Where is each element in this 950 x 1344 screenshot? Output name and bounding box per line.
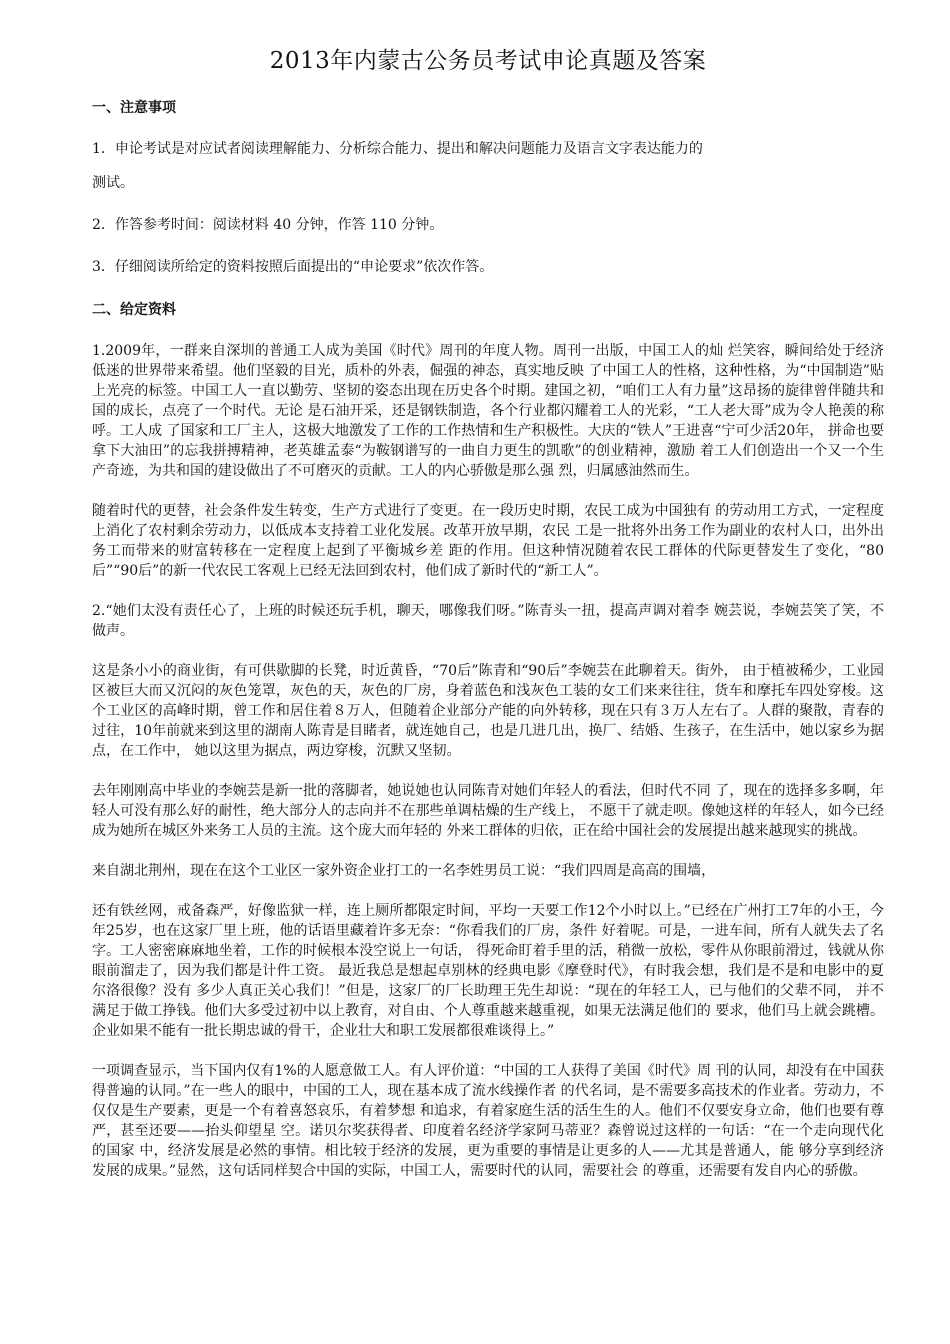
note-item-2: 2．作答参考时间：阅读材料 40 分钟，作答 110 分钟。 [92, 217, 444, 233]
section-heading-materials: 二、给定资料 [92, 302, 176, 318]
note-item-1: 1．申论考试是对应试者阅读理解能力、分析综合能力、提出和解决问题能力及语言文字表达能力的 [92, 141, 703, 157]
material-paragraph-7: 还有铁丝网，戒备森严，好像监狱一样，连上厕所都限定时间，平均一天要工作12个小时以上。”已经在广州打工7年的小王，今年25岁，也在这家厂里上班，他的话语里藏着许多无奈：“你看我们的厂房，条件 好着呢。可是，一进车间，所有人就失去了名字。工人密密麻麻地坐着，工作的时候根本没空说上一句话， 得死命盯着手里的活，稍微一放松，零件从你眼前滑过，钱就从你眼前溜走了，因为我们都是计件工资。 最近我总是想起卓别林的经典电影《摩登时代》，有时我会想，我们是不是和电影中的夏尔洛很像？没有 多少人真正关心我们！”但是，这家厂的厂长助理王先生却说：“现在的年轻工人，已与他们的父辈不同， 并不满足于做工挣钱。他们大多受过初中以上教育，对自由、个人尊重越来越重视，如果无法满足他们的 要求，他们马上就会跳槽。企业如果不能有一批长期忠诚的骨干，企业壮大和职工发展都很难谈得上。” [92, 903, 884, 1039]
section-heading-notes: 一、注意事项 [92, 100, 176, 116]
material-paragraph-1: 1.2009年，一群来自深圳的普通工人成为美国《时代》周刊的年度人物。周刊一出版，中国工人的灿 烂笑容，瞬间给处于经济低迷的世界带来希望。他们坚毅的目光，质朴的外表，倔强的神态，真实地反映 了中国工人的性格，这种性格，为“中国制造”贴上光亮的标签。中国工人一直以勤劳、坚韧的姿态出现在历史各个时期。建国之初，“咱们工人有力量”这昂扬的旋律曾伴随共和国的成长，点亮了一个时代。无论 是石油开采，还是钢铁制造，各个行业都闪耀着工人的光彩，“工人老大哥”成为令人艳羡的称呼。工人成 了国家和工厂主人，这极大地激发了工作的工作热情和生产积极性。大庆的“铁人”王进喜“宁可少活20年， 拼命也要拿下大油田”的忘我拼搏精神，老英雄孟泰“为鞍钢谱写的一曲自力更生的凯歌”的创业精神，激励 着工人们创造出一个又一个生产奇迹，为共和国的建设做出了不可磨灭的贡献。工人的内心骄傲是那么强 烈，归属感油然而生。 [92, 343, 884, 479]
note-item-1-continued: 测试。 [92, 175, 134, 191]
material-paragraph-8: 一项调查显示，当下国内仅有1%的人愿意做工人。有人评价道：“中国的工人获得了美国《时代》周 刊的认同，却没有在中国获得普遍的认同。”在一些人的眼中，中国的工人，现在基本成了流水线操作者 的代名词，是不需要多高技术的作业者。劳动力，不仅仅是生产要素，更是一个有着喜怒哀乐，有着梦想 和追求，有着家庭生活的活生生的人。他们不仅要安身立命，他们也要有尊严，甚至还要——抬头仰望星 空。诺贝尔奖获得者、印度着名经济学家阿马蒂亚？森曾说过这样的一句话：“在一个走向现代化的国家 中，经济发展是必然的事情。相比较于经济的发展，更为重要的事情是让更多的人——尤其是普通人，能 够分享到经济发展的成果。”显然，这句话同样契合中国的实际，中国工人，需要时代的认同，需要社会 的尊重，还需要有发自内心的骄傲。 [92, 1063, 884, 1179]
material-paragraph-2: 随着时代的更替，社会条件发生转变，生产方式进行了变更。在一段历史时期，农民工成为中国独有 的劳动用工方式，一定程度上消化了农村剩余劳动力，以低成本支持着工业化发展。改革开放早期，农民 工是一批将外出务工作为副业的农村人口，出外出务工而带来的财富转移在一定程度上起到了平衡城乡差 距的作用。但这种情况随着农民工群体的代际更替发生了变化，“80后”“90后”的新一代农民工客观上已经无法回到农村，他们成了新时代的“新工人”。 [92, 503, 884, 579]
document-page [92, 0, 884, 1201]
material-paragraph-3: 2.“她们太没有责任心了，上班的时候还玩手机，聊天，哪像我们呀。”陈青头一扭，提高声调对着李 婉芸说，李婉芸笑了笑，不做声。 [92, 603, 884, 639]
document-title: 2013年内蒙古公务员考试申论真题及答案 [269, 48, 707, 74]
material-paragraph-4: 这是条小小的商业街，有可供歇脚的长凳，时近黄昏，“70后”陈青和“90后”李婉芸在此聊着天。街外， 由于植被稀少，工业园区被巨大而又沉闷的灰色笼罩，灰色的天，灰色的厂房，身着蓝色和浅灰色工装的女工们来来往往，货车和摩托车四处穿梭。这个工业区的高峰时期，曾工作和居住着８万人，但随着企业部分产能的向外转移，现在只有３万人左右了。人群的聚散，青春的过往，10年前就来到这里的湖南人陈青是目睹者，就连她自己，也是几进几出，换厂、结婚、生孩子，在生活中，她以家乡为据点，在工作中， 她以这里为据点，两边穿梭，沉默又坚韧。 [92, 663, 884, 759]
material-paragraph-6: 来自湖北荆州，现在在这个工业区一家外资企业打工的一名李姓男员工说：“我们四周是高高的围墙， [92, 863, 716, 879]
note-item-3: 3．仔细阅读所给定的资料按照后面提出的“申论要求”依次作答。 [92, 259, 494, 275]
material-paragraph-5: 去年刚刚高中毕业的李婉芸是新一批的落脚者，她说她也认同陈青对她们年轻人的看法，但时代不同 了，现在的选择多多啊，年轻人可没有那么好的耐性，绝大部分人的志向并不在那些单调枯燥的生产线上， 不愿干了就走呗。像她这样的年轻人，如今已经成为她所在城区外来务工人员的主流。这个庞大而年轻的 外来工群体的归依，正在给中国社会的发展提出越来越现实的挑战。 [92, 783, 884, 839]
